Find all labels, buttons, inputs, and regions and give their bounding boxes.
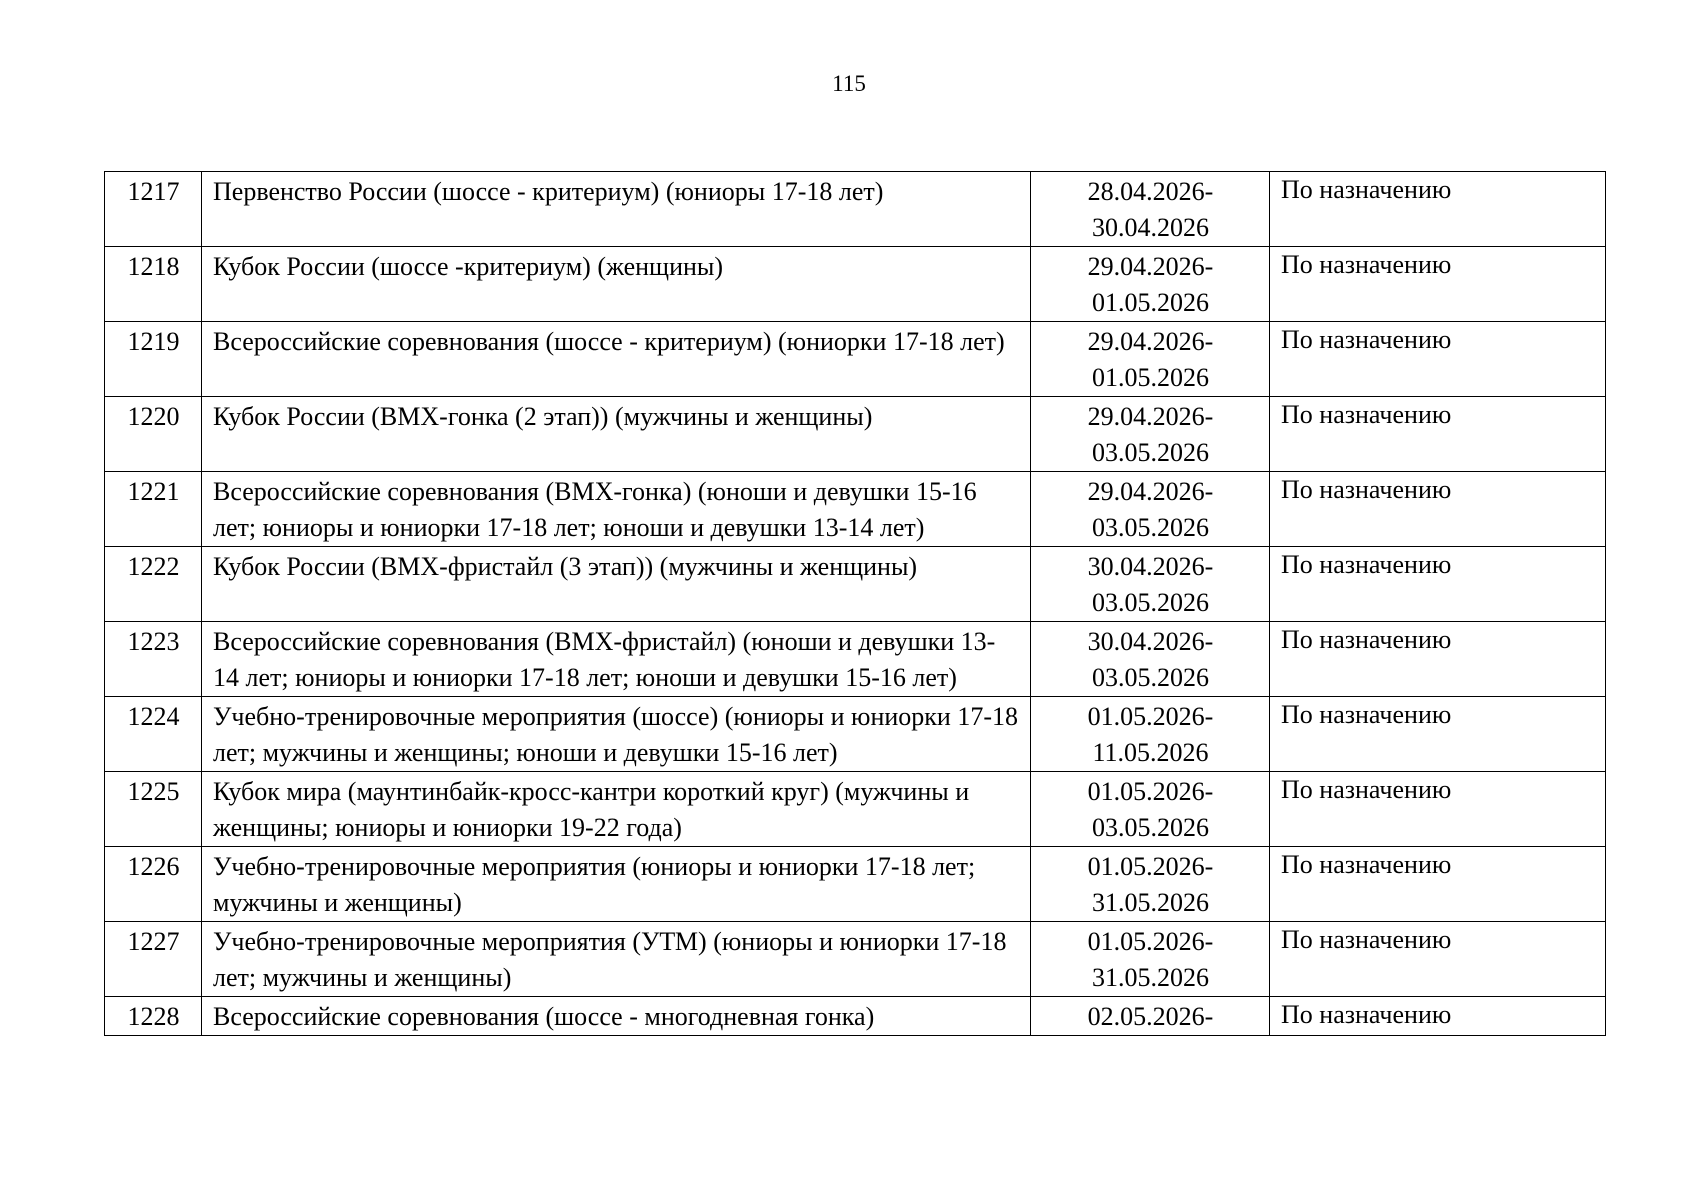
event-name: Кубок России (BMX-фристайл (3 этап)) (мужчины и женщины) (202, 547, 1031, 622)
event-place: По назначению (1270, 397, 1606, 472)
event-name: Кубок мира (маунтинбайк-кросс-кантри короткий круг) (мужчины и женщины; юниоры и юниорки 19-22 года) (202, 772, 1031, 847)
event-number: 1227 (105, 922, 202, 997)
event-name: Учебно-тренировочные мероприятия (УТМ) (юниоры и юниорки 17-18 лет; мужчины и женщины) (202, 922, 1031, 997)
date-start: 01.05.2026- (1087, 702, 1214, 731)
event-dates (1031, 772, 1270, 847)
event-dates (1031, 847, 1270, 922)
table-row (105, 547, 1606, 622)
date-end: 31.05.2026 (1092, 888, 1209, 917)
event-place: По назначению (1270, 772, 1606, 847)
event-number: 1217 (105, 172, 202, 247)
event-name: Кубок России (BMX-гонка (2 этап)) (мужчины и женщины) (202, 397, 1031, 472)
date-start: 28.04.2026- (1087, 177, 1214, 206)
event-number: 1220 (105, 397, 202, 472)
event-place: По назначению (1270, 172, 1606, 247)
date-start: 29.04.2026- (1087, 477, 1214, 506)
table-row (105, 772, 1606, 847)
event-dates (1031, 547, 1270, 622)
event-number: 1221 (105, 472, 202, 547)
events-table (104, 171, 1606, 1036)
event-place: По назначению (1270, 697, 1606, 772)
table-row (105, 622, 1606, 697)
table-row (105, 397, 1606, 472)
date-end: 31.05.2026 (1092, 963, 1209, 992)
date-end: 03.05.2026 (1092, 513, 1209, 542)
date-start: 29.04.2026- (1087, 252, 1214, 281)
event-number: 1223 (105, 622, 202, 697)
event-place: По назначению (1270, 922, 1606, 997)
date-start: 29.04.2026- (1087, 327, 1214, 356)
event-place: По назначению (1270, 997, 1606, 1036)
table-row (105, 172, 1606, 247)
event-dates (1031, 472, 1270, 547)
event-dates (1031, 997, 1270, 1036)
event-name: Всероссийские соревнования (шоссе - многодневная гонка) (202, 997, 1031, 1036)
table-row (105, 472, 1606, 547)
event-number: 1224 (105, 697, 202, 772)
date-start: 30.04.2026- (1087, 627, 1214, 656)
event-dates (1031, 397, 1270, 472)
date-start: 01.05.2026- (1087, 927, 1214, 956)
event-name: Учебно-тренировочные мероприятия (шоссе) (юниоры и юниорки 17-18 лет; мужчины и женщины; юноши и девушки 15-16 лет) (202, 697, 1031, 772)
event-place: По назначению (1270, 322, 1606, 397)
table-row (105, 922, 1606, 997)
event-name: Учебно-тренировочные мероприятия (юниоры и юниорки 17-18 лет; мужчины и женщины) (202, 847, 1031, 922)
date-start: 30.04.2026- (1087, 552, 1214, 581)
date-end: 03.05.2026 (1092, 438, 1209, 467)
event-number: 1226 (105, 847, 202, 922)
event-dates (1031, 322, 1270, 397)
event-name: Всероссийские соревнования (BMX-фристайл) (юноши и девушки 13-14 лет; юниоры и юниорки 17-18 лет; юноши и девушки 15-16 лет) (202, 622, 1031, 697)
date-end: 01.05.2026 (1092, 363, 1209, 392)
event-place: По назначению (1270, 847, 1606, 922)
event-dates (1031, 622, 1270, 697)
event-name: Первенство России (шоссе - критериум) (юниоры 17-18 лет) (202, 172, 1031, 247)
date-end: 11.05.2026 (1092, 738, 1209, 767)
event-number: 1225 (105, 772, 202, 847)
table-row (105, 322, 1606, 397)
date-start: 02.05.2026- (1087, 1002, 1214, 1031)
event-number: 1219 (105, 322, 202, 397)
date-end: 03.05.2026 (1092, 588, 1209, 617)
date-end: 01.05.2026 (1092, 288, 1209, 317)
event-name: Всероссийские соревнования (шоссе - критериум) (юниорки 17-18 лет) (202, 322, 1031, 397)
event-name: Кубок России (шоссе -критериум) (женщины) (202, 247, 1031, 322)
date-start: 29.04.2026- (1087, 402, 1214, 431)
date-end: 03.05.2026 (1092, 813, 1209, 842)
date-start: 01.05.2026- (1087, 777, 1214, 806)
event-place: По назначению (1270, 247, 1606, 322)
event-dates (1031, 172, 1270, 247)
date-start: 01.05.2026- (1087, 852, 1214, 881)
table-row (105, 997, 1606, 1036)
event-number: 1218 (105, 247, 202, 322)
event-dates (1031, 922, 1270, 997)
event-number: 1222 (105, 547, 202, 622)
event-dates (1031, 247, 1270, 322)
table-row (105, 847, 1606, 922)
event-name: Всероссийские соревнования (BMX-гонка) (юноши и девушки 15-16 лет; юниоры и юниорки 17-18 лет; юноши и девушки 13-14 лет) (202, 472, 1031, 547)
page-number: 115 (832, 71, 866, 96)
table-row (105, 697, 1606, 772)
event-place: По назначению (1270, 622, 1606, 697)
date-end: 03.05.2026 (1092, 663, 1209, 692)
date-end: 30.04.2026 (1092, 213, 1209, 242)
event-place: По назначению (1270, 472, 1606, 547)
event-place: По назначению (1270, 547, 1606, 622)
table-row (105, 247, 1606, 322)
event-dates (1031, 697, 1270, 772)
event-number: 1228 (105, 997, 202, 1036)
